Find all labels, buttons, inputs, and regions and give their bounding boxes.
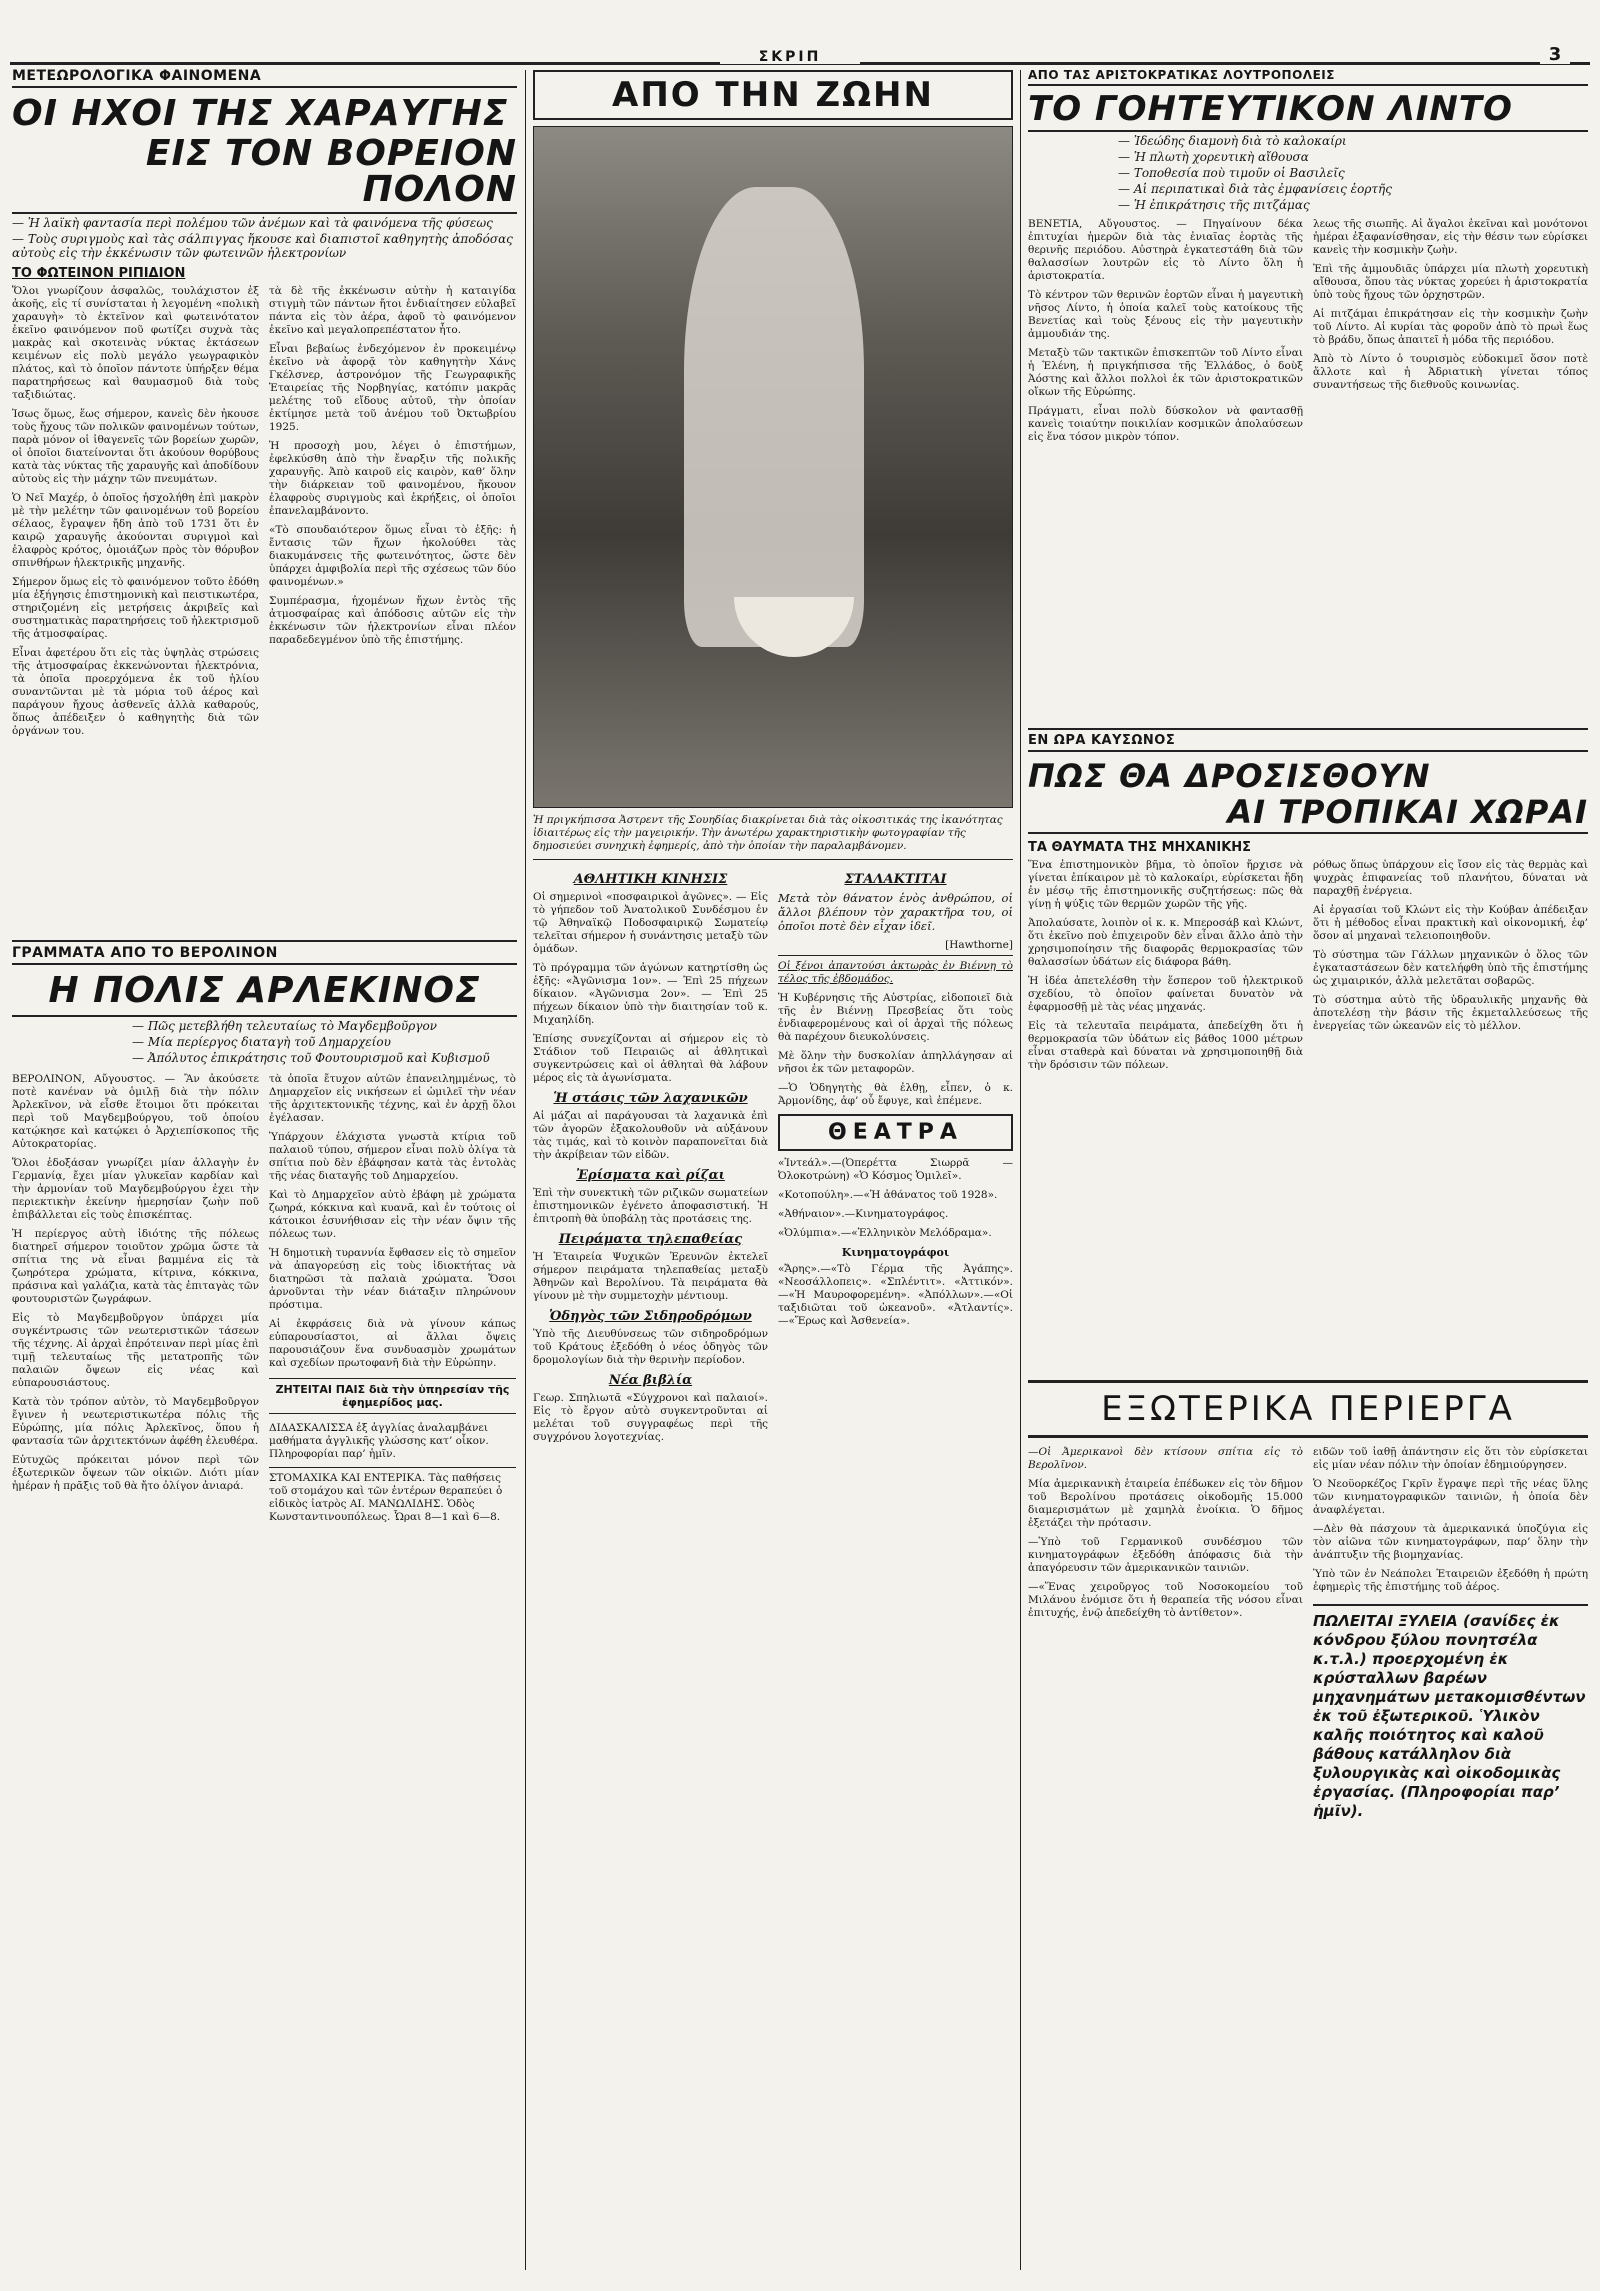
paragraph: Οἱ σημερινοὶ «ποσφαιρικοὶ ἀγῶνες». — Εἰς τὸ γήπεδον τοῦ Ἀνατολικοῦ Συνδέσμου ἐν τῷ Ἀθηναϊκῷ Ποδοσφαιρικῷ Σωματείῳ τελεῖται σήμερον ἡ συνάντησις μεταξὺ τῶν ὁμάδων.	[533, 891, 768, 955]
paragraph: Εἰς τὰ τελευταῖα πειράματα, ἀπεδείχθη ὅτι ἡ θερμοκρασία τῶν ὑδάτων εἰς βάθος 1000 μέτρων εἶναι σταθερὰ καὶ δύναται νὰ χρησιμοποιηθῇ διὰ τὴν δρόσισιν τῶν πόλεων.	[1028, 1020, 1303, 1071]
deck-line: — Ἡ πλωτὴ χορευτικὴ αἴθουσα	[1118, 150, 1309, 164]
paragraph: Αἱ ἐκφράσεις διὰ νὰ γίνουν κάπως εὐπαρουσίαστοι, αἱ ἄλλαι ὄψεις παρουσιάζουν ἕνα συνδυασμὸν χρωμάτων καὶ σχεδίων πρωτοφανῆ διὰ τὴν Εὐρώπην.	[269, 1318, 516, 1369]
theatre-listing: «Ἀθήναιον».—Κινηματογράφος.	[778, 1208, 949, 1220]
theatre-heading: ΘΕΑΤΡΑ	[778, 1114, 1013, 1151]
deck-line: — Ἰδεώδης διαμονὴ διὰ τὸ καλοκαίρι	[1118, 134, 1347, 148]
paragraph: Οἱ ξένοι ἀπαντούσι ἀκτωρὰς ἐν Βιέννῃ τὸ τέλος τῆς ἐβδομάδος.	[778, 960, 1013, 985]
masthead-page-number: 3	[1540, 46, 1570, 64]
deck-line: — Αἱ περιπατικαὶ διὰ τὰς ἐμφανίσεις ἑορτῆς	[1118, 182, 1392, 196]
article-column	[12, 1073, 259, 1524]
center-right-subcolumn	[778, 866, 1013, 1450]
paragraph: Ἡ ἰδέα ἀπετελέσθη τὴν ἕσπερον τοῦ ἠλεκτρικοῦ σχεδίου, τὸ ὁποῖον φαίνεται δυνατὸν νὰ ἐφαρμοσθῇ μὲ τὰς νέας μηχανάς.	[1028, 975, 1303, 1013]
deck-line: — Τοὺς συριγμοὺς καὶ τὰς σάλπιγγας ἤκουσε καὶ διαπιστοῖ καθηγητὴς ἀποδόσας αὐτοὺς εἰς τὴν ἐκκένωσιν τῶν φωτεινῶν ἠλεκτρονίων	[12, 232, 513, 260]
cinema-heading: Κινηματογράφοι	[841, 1246, 950, 1259]
article-column	[1313, 859, 1588, 1078]
paragraph: Σήμερον ὅμως εἰς τὸ φαινόμενον τοῦτο ἐδόθη μία ἐξήγησις ἐπιστημονικὴ καὶ πειστικωτέρα, στηριζομένη εἰς μετρήσεις ἀκριβεῖς καὶ συστηματικὰς παρατηρήσεις τοῦ ἠλεκτρισμοῦ τῆς ἀτμοσφαίρας.	[12, 576, 259, 640]
paragraph: Ἐπὶ τῆς ἀμμουδιᾶς ὑπάρχει μία πλωτὴ χορευτικὴ αἴθουσα, ὅπου τὰς νύκτας χορεύει ἡ ἀριστοκρατία ὑπὸ τοὺς ἤχους τῶν ὀρχηστρῶν.	[1313, 263, 1588, 301]
berlin-article	[12, 940, 517, 2270]
center-left-subcolumn	[533, 866, 768, 1450]
stalactites-heading: ΣΤΑΛΑΚΤΙΤΑΙ	[844, 872, 947, 887]
photo-figure	[684, 187, 864, 647]
article-column	[269, 1073, 516, 1524]
headline-line1: ΠΩΣ ΘΑ ΔΡΟΣΙΣΘΟΥΝ	[1028, 757, 1431, 795]
section-label: ΜΕΤΕΩΡΟΛΟΓΙΚΑ ΦΑΙΝΟΜΕΝΑ	[12, 68, 517, 88]
paragraph: Ἐπίσης συνεχίζονται αἱ σήμερον εἰς τὸ Στάδιον τοῦ Πειραιῶς αἱ ἀθλητικαὶ συγκεντρώσεις καὶ οἱ ἀθληταὶ θὰ λάβουν μέρος εἰς τὰ ἀγωνίσματα.	[533, 1033, 768, 1084]
paragraph: Ἰσως ὅμως, ἕως σήμερον, κανεὶς δὲν ἠκουσε τοὺς ἤχους τῶν πολικῶν φαινομένων τούτων, παρὰ μόνον οἱ ἰθαγενεῖς τῶν βορείων χωρῶν, οἱ ὁποῖοι διατείνονται ὅτι ἀκούουν θορύβους κατὰ τὰς νύκτας τῆς χαραυγῆς καὶ ἀποδίδουν αὐτοὺς εἰς τὴν μάχην τῶν πνευμάτων.	[12, 408, 259, 485]
paragraph: Εἶναι ἀφετέρου ὅτι εἰς τὰς ὑψηλὰς στρώσεις τῆς ἀτμοσφαίρας ἐκκενώνονται ἠλεκτρόνια, τὰ ὁποῖα προερχόμενα ἐκ τοῦ ἡλίου συναντῶνται μὲ τὰ μόρια τοῦ ἀέρος καὶ παράγουν ἤχους ἀσθενεῖς ἀλλὰ καθαρούς, ὅπως ἀπέδειξεν ὁ καθηγητὴς διὰ τῶν ὀργάνων του.	[12, 647, 259, 737]
paragraph: Μία ἀμερικανικὴ ἑταιρεία ἐπέδωκεν εἰς τὸν δῆμον τοῦ Βερολίνου προτάσεις οἰκοδομῆς 15.000 διαμερισμάτων μὲ χαμηλὰ ἐνοίκια. Ὁ δῆμος ἐξετάζει τὴν πρότασιν.	[1028, 1478, 1303, 1529]
headline-line2: ΕΙΣ ΤΟΝ ΒΟΡΕΙΟΝ ΠΟΛΟΝ	[12, 136, 517, 214]
paragraph: Ἡ Ἑταιρεία Ψυχικῶν Ἐρευνῶν ἐκτελεῖ σήμερον πειράματα τηλεπαθείας μεταξὺ Ἀθηνῶν καὶ Βερολίνου. Τὰ πειράματα θὰ γίνουν μὲ τὴν συμμετοχὴν μέντιουμ.	[533, 1251, 768, 1302]
timber-advertisement: ΠΩΛΕΙΤΑΙ ΞΥΛΕΙΑ (σανίδες ἐκ κόνδρου ξύλου πονητσέλα κ.τ.λ.) προερχομένη ἐκ κρύσταλλων βαρέων μηχανημάτων μετακομισθέντων ἐκ τοῦ ἐξωτερικοῦ. Ὑλικὸν καλῆς ποιότητος καὶ καλοῦ βάθους κατάλληλον διὰ ξυλουργικὰς καὶ οἰκοδομικὰς ἐργασίας. (Πληροφορίαι παρ’ ἡμῖν).	[1313, 1604, 1588, 1821]
paragraph: Ἡ προσοχὴ μου, λέγει ὁ ἐπιστήμων, ἐφελκύσθη ἀπὸ τὴν ἔναρξιν τῆς πολικῆς χαραυγῆς. Ἀπὸ καιροῦ εἰς καιρὸν, καθ’ ὅλην τὴν διάρκειαν τοῦ φαινομένου, ἤκουον ἐλαφροὺς συριγμοὺς καὶ ἐκρήξεις, οἱ ὁποῖοι ἐπανελαμβάνοντο.	[269, 440, 516, 517]
paragraph: Εἶναι βεβαίως ἐνδεχόμενον ἐν προκειμένῳ ἐκεῖνο νὰ ἀφορᾷ τὸν καθηγητὴν Χάνς Γκέλσνερ, ἀστρονόμον τῆς Γεωγραφικῆς Ἑταιρείας τῆς Νορβηγίας, κατόπιν μακρᾶς μελέτης τοῦ εἴδους αὐτοῦ, τὴν ὁποίαν ἐκτίμησε μετὰ τοῦ ἀνέμου τοῦ Ὀκτωβρίου 1925.	[269, 343, 516, 433]
article-column	[1313, 1446, 1588, 1821]
paragraph: «Τὸ σπουδαιότερον ὅμως εἶναι τὸ ἑξῆς: ἡ ἔντασις τῶν ἤχων ἠκολούθει τὰς διακυμάνσεις τῆς φωτεινότητος, ὥστε δὲν ὑπάρχει ἀμφιβολία περὶ τῆς σχέσεως τῶν δύο φαινομένων.»	[269, 524, 516, 588]
article-column	[12, 285, 259, 744]
paragraph: Ἡ περίεργος αὐτὴ ἰδιότης τῆς πόλεως διατηρεῖ σήμερον τοιοῦτον χρῶμα ὥστε τὰ σπίτια της νὰ εἶναι βαμμένα εἰς τὰ ζωηρότερα χρώματα, κίτρινα, κόκκινα, πράσινα καὶ γαλάζια, κατὰ τὰς ἐπιταγὰς τῶν φουτουριστῶν ζωγράφων.	[12, 1228, 259, 1305]
foreign-heading: ΕΞΩΤΕΡΙΚΑ ΠΕΡΙΕΡΓΑ	[1028, 1380, 1588, 1438]
classified-wanted: ΖΗΤΕΙΤΑΙ ΠΑΙΣ διὰ τὴν ὑπηρεσίαν τῆς ἐφημερίδος μας.	[269, 1378, 516, 1414]
paragraph: Ὑπάρχουν ἐλάχιστα γνωστὰ κτίρια τοῦ παλαιοῦ τύπου, σήμερον εἶναι πολὺ ὀλίγα τὰ σπίτια ποὺ δὲν ἐβάφησαν κατὰ τὰς ἐντολὰς τῆς νέας διαταγῆς τοῦ Δημαρχείου.	[269, 1131, 516, 1182]
center-column	[533, 70, 1013, 2270]
headline: ΤΟ ΓΟΗΤΕΥΤΙΚΟΝ ΛΙΝΤΟ	[1028, 92, 1588, 132]
deck-line: — Ἡ ἐπικράτησις τῆς πιτζάμας	[1118, 198, 1310, 212]
foreign-curiosities	[1028, 1380, 1588, 2260]
paragraph: Εὐτυχῶς πρόκειται μόνον περὶ τῶν ἐξωτερικῶν ὄψεων τῶν οἰκιῶν. Διότι μίαν ἡμέραν ἡ πρᾶξις τοῦ θὰ ἤτο ὀλίγον ἀνιαρά.	[12, 1454, 259, 1492]
paragraph: τὰ ὁποῖα ἔτυχον αὐτῶν ἐπανειλημμένως, τὸ Δημαρχεῖον εἰς νικήσεων εἰ ὠμιλεῖ τὴν νέαν τῆς ἀρχιτεκτονικῆς τέχνης, καὶ ἐν ἀρχῇ ὅλοι ἐγέλασαν.	[269, 1073, 516, 1124]
subheading: ΤΟ ΦΩΤΕΙΝΟΝ ΡΙΠΙΔΙΟΝ	[12, 266, 186, 281]
section-label: ΑΠΟ ΤΑΣ ΑΡΙΣΤΟΚΡΑΤΙΚΑΣ ΛΟΥΤΡΟΠΟΛΕΙΣ	[1028, 68, 1588, 86]
railway-heading: Ὁδηγὸς τῶν Σιδηροδρόμων	[549, 1309, 752, 1324]
princess-photo	[533, 126, 1013, 808]
paragraph: Ὅλοι ἐδοξάσαν γνωρίζει μίαν ἀλλαγὴν ἐν Γερμανίᾳ, ἔχει μίαν γλυκεῖαν καρδίαν καὶ τὴν ἀρμονίαν τοῦ Μαγδεμβούργου ἐχει τὴν περιεκτικὴν ἐκείνην ἡμερησίαν ζωὴν ποῦ ἐπιβάλλεται εἰς τοὺς ἐπισκέπτας.	[12, 1157, 259, 1221]
column-rule	[1020, 70, 1021, 2270]
paragraph: Καὶ τὸ Δημαρχεῖον αὐτὸ ἐβάφη μὲ χρώματα ζωηρά, κόκκινα καὶ κυανᾶ, καὶ ἐν τούτοις οἱ κάτοικοι ἐσυνήθισαν εἰς τὴν νέαν ὄψιν τῆς πόλεως των.	[269, 1189, 516, 1240]
heat-article	[1028, 728, 1588, 1368]
paragraph: Αἱ πιτζάμαι ἐπικράτησαν εἰς τὴν κοσμικὴν ζωὴν τοῦ Λίντο. Αἱ κυρίαι τὰς φοροῦν ἀπὸ τὸ πρωὶ ἕως τὸ βράδυ, ὅπως ἀπαιτεῖ ἡ μόδα τῆς περιόδου.	[1313, 308, 1588, 346]
paragraph: λεως τῆς σιωπῆς. Αἱ ἄγαλοι ἐκεῖναι καὶ μονότονοι ἡμέραι ἐξαφανίσθησαν, εἰς τὴν θέσιν των εὑρίσκει κανεὶς τὴν κοσμικὴν ζωὴν.	[1313, 218, 1588, 256]
paragraph: ΒΕΡΟΛΙΝΟΝ, Αὔγουστος. — Ἂν ἀκούσετε ποτὲ κανέναν νὰ ὁμιλῇ διὰ τὴν πόλιν Ἀρλεκῖνον, νὰ εἶσθε ἕτοιμοι ὅτι πρόκειται περὶ τοῦ Μαγδεμβούργου, τοῦ ὁποίου κατῴκησε καὶ κατῴκει ὁ Ἀρχιεπίσκοπος τῆς Αὐτοκρατορίας.	[12, 1073, 259, 1150]
deck-line: — Ἀπόλυτος ἐπικράτησις τοῦ Φουτουρισμοῦ καὶ Κυβισμοῦ	[132, 1051, 490, 1065]
meteorology-article	[12, 68, 517, 928]
photo-caption: Ἡ πριγκήπισσα Ἀστρεντ τῆς Σουηδίας διακρίνεται διὰ τὰς οἰκοσιτικάς της ἱκανότητας ἰδιαιτέρως εἰς τὴν μαγειρικήν. Τὴν ἀνωτέρω χαρακτηριστικὴν φωτογραφίαν τῆς δημοσιεύει συνηχικὴ ἐφημερίς, ἀπὸ τὴν ὁποίαν τὴν παραλαμβάνομεν.	[533, 814, 1013, 860]
paragraph: Μεταξὺ τῶν τακτικῶν ἐπισκεπτῶν τοῦ Λίντο εἶναι ἡ Ἑλένη, ἡ πριγκήπισσα τῆς Ἑλλάδος, ὁ δοὺξ Ἀόστης καὶ ἄλλοι πολλοὶ ἐκ τῶν ἀριστοκρατικῶν οἴκων τῆς Εὐρώπης.	[1028, 347, 1303, 398]
paragraph: Εἰς τὸ Μαγδεμβοῦργον ὑπάρχει μία συγκέντρωσις τῶν νεωτεριστικῶν τάσεων τῆς τέχνης. Αἱ ἀρχαὶ ἐπρότειναν περὶ μίας ἐπὶ τιμῇ τελευταίως τῆς μετατροπῆς τῶν παλαιῶν ὄψεων εἰς νέας καὶ εὐπαρουσιάστους.	[12, 1312, 259, 1389]
paragraph: Ἀπὸ τὸ Λίντο ὁ τουρισμὸς εὐδοκιμεῖ ὅσον ποτὲ ἄλλοτε καὶ ἡ Ἀδριατικὴ γίνεται τόπος συναντήσεως τῆς διεθνοῦς κοινωνίας.	[1313, 353, 1588, 391]
photo-bowl	[734, 597, 854, 657]
paragraph: ειδῶν τοῦ ἰαθῇ ἀπάντησιν εἰς ὅτι τὸν εὑρίσκεται εἰς μίαν νέαν πόλιν τὴν ὁποίαν ἐδημιούργησεν.	[1313, 1446, 1588, 1471]
paragraph: Τὸ πρόγραμμα τῶν ἀγώνων κατηρτίσθη ὡς ἑξῆς: «Ἀγῶνισμα 1ον». — Ἐπὶ 25 πήχεων δίκαιον. «Ἀγῶνισμα 2ον». — Ἐπὶ 25 πήχεων δίκαιον ὑπὸ τὴν διαιτησίαν τοῦ κ. Μιχαηλίδη.	[533, 962, 768, 1026]
paragraph: —Οἱ Ἀμερικανοὶ δὲν κτίσουν σπίτια εἰς τὸ Βερολῖνον.	[1028, 1446, 1303, 1471]
article-column	[1028, 218, 1303, 450]
paragraph: Τὸ κέντρον τῶν θερινῶν ἑορτῶν εἶναι ἡ μαγευτικὴ νῆσος Λίντο, ἡ ὁποία καλεῖ τοὺς κατοίκους τῆς Βενετίας καὶ τοὺς ξένους εἰς τὴν μαγευτικὴν ἀμμουδιάν της.	[1028, 289, 1303, 340]
paragraph: Ἡ Κυβέρνησις τῆς Αὐστρίας, εἰδοποιεῖ διὰ τῆς ἐν Βιέννῃ Πρεσβείας ὅτι τοὺς ἐνδιαφερομένους καὶ οἱ ἀρχαὶ τῆς πόλεως θὰ παρέχουν διευκολύνσεις.	[778, 992, 1013, 1043]
paragraph: Ἡ δημοτικὴ τυραννία ἔφθασεν εἰς τὸ σημεῖον νὰ ἀπαγορεύσῃ εἰς τοὺς ἰδιοκτήτας νὰ διατηρῶσι τὰ παλαιὰ χρώματα. Ὅσοι ἀρνοῦνται τὴν νέαν διάταξιν πληρώνουν πρόστιμα.	[269, 1247, 516, 1311]
headline: Η ΠΟΛΙΣ ΑΡΛΕΚΙΝΟΣ	[12, 973, 517, 1017]
section-label: ΕΝ ΩΡΑ ΚΑΥΣΩΝΟΣ	[1028, 728, 1588, 752]
paragraph: Ὑπὸ τῆς Διευθύνσεως τῶν σιδηροδρόμων τοῦ Κράτους ἐξεδόθη ὁ νέος ὁδηγὸς τῶν δρομολογίων διὰ τὴν θερινὴν περίοδον.	[533, 1328, 768, 1366]
telepathy-heading: Πειράματα τηλεπαθείας	[558, 1232, 743, 1247]
theatre-listing: «Ἰντεάλ».—(Ὀπερέττα Σιωρρᾶ — Ὀλοκοτρώνη) «Ὁ Κόσμος Ὁμιλεῖ».	[778, 1157, 1013, 1182]
deck-line: — Πῶς μετεβλήθη τελευταίως τὸ Μαγδεμβοῦργον	[132, 1019, 437, 1033]
paragraph: —Ὁ Ὁδηγητὴς θὰ ἐλθῃ, εἶπεν, ὁ κ. Ἀρμονίδης, ἀφ’ οὗ ἔφυγε, καὶ ἐπέμενε.	[778, 1082, 1013, 1107]
classified-doctor: ΣΤΟΜΑΧΙΚΑ ΚΑΙ ΕΝΤΕΡΙΚΑ. Τὰς παθήσεις τοῦ στομάχου καὶ τῶν ἐντέρων θεραπεύει ὁ εἰδικὸς ἰατρὸς ΑΙ. ΜΑΝΩΛΙΔΗΣ. Ὁδὸς Κωνσταντινουπόλεως. Ὧραι 8—1 καὶ 6—8.	[269, 1467, 516, 1524]
paragraph: ρόθως ὅπως ὑπάρχουν εἰς ἴσον εἰς τὰς θερμὰς καὶ ψυχρὰς ἐπιφανείας τοῦ πλανήτου, δύναται νὰ παραχθῇ ἐνέργεια.	[1313, 859, 1588, 897]
paragraph: Τὸ σύστημα αὐτὸ τῆς ὑδραυλικῆς μηχανῆς θὰ ἀποτελέσῃ τὴν βάσιν τῆς ἐκμεταλλεύσεως τῆς ἐνεργείας τῶν ὠκεανῶν εἰς τὸ μέλλον.	[1313, 994, 1588, 1032]
paragraph: Ἀπολαύσατε, λοιπὸν οἱ κ. κ. Μπεροσάβ καὶ Κλώντ, ὅτι ἐκεῖνο ποὺ ἐπιχειροῦν δὲν εἶναι ἄλλο ἀπὸ τὴν χρησιμοποίησιν τῆς διαφορᾶς θερμοκρασίας τῶν θαλασσίων ὑδάτων εἰς διάφορα βάθη.	[1028, 917, 1303, 968]
section-label: ΓΡΑΜΜΑΤΑ ΑΠΟ ΤΟ ΒΕΡΟΛΙΝΟΝ	[12, 940, 517, 965]
paragraph: Συμπέρασμα, ἠχομένων ἤχων ἐντὸς τῆς ἀτμοσφαίρας καὶ ἀπόδοσις αὐτῶν εἰς τὴν ἐκκένωσιν τῶν ἠλεκτρονίων εἶναι πλέον παραδεδεγμένον ὑπὸ τῆς ἐπιστήμης.	[269, 595, 516, 646]
paragraph: Ἕνα ἐπιστημονικὸν βῆμα, τὸ ὁποῖον ἤρχισε νὰ γίνεται ἐπίκαιρον μὲ τὸ καλοκαίρι, εὑρίσκεται ἤδη ἐν μέσῳ τῆς ἐπιστημονικῆς συζητήσεως: πῶς θὰ γίνῃ ἡ ψύξις τῶν θερμῶν χωρῶν τῆς γῆς.	[1028, 859, 1303, 910]
paragraph: ΒΕΝΕΤΙΑ, Αὔγουστος. — Πηγαίνουν δέκα ἐπιτυχίαι ἡμερῶν διὰ τὰς ἐνιαῖας ἑορτὰς τῆς θερινῆς περιόδου. Αὐστηρὰ ἐγκατεστάθη διὰ τῶν θαλασσίων λουτρῶν εἰς τὸ Λίντο ὅλη ἡ ἀριστοκρατία.	[1028, 218, 1303, 282]
attitude-heading: Ἡ στάσις τῶν λαχανικῶν	[553, 1091, 748, 1106]
roots-heading: Ἐρίσματα καὶ ρίζαι	[576, 1168, 725, 1183]
paragraph: τὰ δὲ τῆς ἐκκένωσιν αὐτὴν ἡ καταιγίδα στιγμὴ τῶν πάντων ἤτοι ἐνδιαίτησεν εὐλαβεῖ πάντα εἰς τὸν ἀέρα, ἀφοῦ τὸ φαινόμενον ἐκεῖνο καὶ μεγαλοπρεπέστατον ἦτο.	[269, 285, 516, 336]
article-column	[1028, 859, 1303, 1078]
deck-line: — Μία περίεργος διαταγὴ τοῦ Δημαρχείου	[132, 1035, 391, 1049]
paragraph: Ὅλοι γνωρίζουν ἀσφαλῶς, τουλάχιστον ἐξ ἀκοῆς, εἰς τί συνίσταται ἡ λεγομένη «πολικὴ χαραυγὴ» τὸ ἐκτεῖνον καὶ φωτεινότατον ἐκεῖνο φαινόμενον ποῦ φωτίζει συχνὰ τὰς μακρὰς καὶ σκοτεινὰς νύκτας ἐκτάσεων κειμένων εἰς πολὺ μεγάλο γεωγραφικὸν πλάτος, καὶ τὸ ὁποῖον πάντοτε ὑπήρξεν θέμα παρατηρήσεως καὶ θαυμασμοῦ διὰ τοὺς ταξιδιώτας.	[12, 285, 259, 401]
paragraph: Ὁ Νεῖ Μαχέρ, ὁ ὁποῖος ἠσχολήθη ἐπὶ μακρὸν μὲ τὴν μελέτην τῶν φαινομένων τοῦ βορείου σέλαος, ἔγραψεν ἤδη ἀπὸ τοῦ 1731 ὅτι ἐν καιρῷ χαραυγῆς ἀκούονται συριγμοὶ καὶ ἐλαφρὸς κρότος, ὁμοιάζων πρὸς τὸν θόρυβον σπινθήρων ἠλεκτρικῆς μηχανῆς.	[12, 492, 259, 569]
books-heading: Νέα βιβλία	[608, 1373, 693, 1388]
classified-lessons: ΔΙΔΑΣΚΑΛΙΣΣΑ ἐξ ἀγγλίας ἀναλαμβάνει μαθήματα ἀγγλικῆς γλώσσης κατ’ οἶκον. Πληροφορίαι παρ’ ἡμῖν.	[269, 1422, 489, 1460]
masthead	[0, 0, 1600, 72]
deck-line: — Ἡ λαϊκὴ φαντασία περὶ πολέμου τῶν ἀνέμων καὶ τὰ φαινόμενα τῆς φύσεως	[12, 216, 493, 230]
lido-article	[1028, 68, 1588, 718]
paragraph: —Δὲν θὰ πάσχουν τὰ ἀμερικανικά ὑποζύγια εἰς τὸν αἰῶνα τῶν κινηματογράφων, παρ’ ὅλην τὴν ἀνάπτυξιν τῆς βιομηχανίας.	[1313, 1523, 1588, 1561]
paragraph: Πράγματι, εἶναι πολὺ δύσκολον νὰ φαντασθῇ κανεὶς τοιαύτην ποικιλίαν κοσμικῶν ἀπολαύσεων εἰς ἕνα τόσον μικρὸν τόπον.	[1028, 405, 1303, 443]
banner-title: ΑΠΟ ΤΗΝ ΖΩΗΝ	[612, 75, 934, 115]
theatre-listing: «Ὀλύμπια».—«Ἑλληνικὸν Μελόδραμα».	[778, 1227, 992, 1239]
paragraph: —«Ἕνας χειροῦργος τοῦ Νοσοκομείου τοῦ Μιλάνου ἐνόμισε ὅτι ἡ θεραπεία τῆς νόσου εἶναι ἐπιτυχής, ἐνῷ ἀπεδείχθη τὸ ἀντίθετον».	[1028, 1581, 1303, 1619]
paragraph: Ὑπὸ τῶν ἐν Νεάπολει Ἑταιρειῶν ἐξεδόθη ἡ πρώτη ἐφημερὶς τῆς ἐπιστήμης τοῦ ἀέρος.	[1313, 1568, 1588, 1593]
banner-box	[533, 70, 1013, 120]
paragraph: Αἱ μάζαι αἱ παράγουσαι τὰ λαχανικὰ ἐπὶ τῶν ἀγορῶν ἐξακολουθοῦν νὰ αὐξάνουν τὰς τιμάς, καὶ τὸ κοινὸν παραπονεῖται διὰ τὴν ἀκρίβειαν τῶν εἰδῶν.	[533, 1110, 768, 1161]
article-column	[269, 285, 516, 744]
deck-line: — Τοποθεσία ποὺ τιμοῦν οἱ Βασιλεῖς	[1118, 166, 1345, 180]
column-rule	[525, 70, 526, 2270]
cinema-listing: «Ἄρης».—«Τὸ Γέρμα τῆς Ἀγάπης». «Νεοσάλλοπεις». «Σπλέντιτ». «Ἀττικόν».—«Ἡ Μαυροφορεμένη». «Ἀπόλλων».—«Οἱ ταξιδιῶται τοῦ ὠκεανοῦ». «Ἀτλαντίς».—«Ἔρως καὶ Ἀσθενεία».	[778, 1263, 1013, 1327]
paragraph: Γεωρ. Σπηλιωτᾶ «Σύγχρονοι καὶ παλαιοί». Εἰς τὸ ἔργον αὐτὸ συγκεντροῦνται αἱ μελέται τοῦ συγγραφέως περὶ τῆς συγχρόνου λογοτεχνίας.	[533, 1392, 768, 1443]
article-column	[1313, 218, 1588, 450]
quote-author: [Hawthorne]	[778, 939, 1013, 956]
article-column	[1028, 1446, 1303, 1821]
paragraph: Ὁ Νεοϋορκέζος Γκρῖν ἔγραψε περὶ τῆς νέας ὕλης τῶν κινηματογραφικῶν ταινιῶν, ἡ ὁποία δὲν ἀναφλέγεται.	[1313, 1478, 1588, 1516]
sports-heading: ΑΘΛΗΤΙΚΗ ΚΙΝΗΣΙΣ	[573, 872, 728, 887]
paragraph: Αἱ ἐργασίαι τοῦ Κλώντ εἰς τὴν Κούβαν ἀπέδειξαν ὅτι ἡ μέθοδος εἶναι πρακτικὴ καὶ οἰκονομική, ἐφ’ ὅσον αἱ μηχαναὶ τελειοποιηθοῦν.	[1313, 904, 1588, 942]
paragraph: Κατὰ τὸν τρόπον αὐτὸν, τὸ Μαγδεμβοῦργον ἔγινεν ἡ νεωτεριστικωτέρα πόλις τῆς Εὐρώπης, μία πόλις Ἀρλεκῖνος, ὅπου ἡ φαντασία τῶν ἀρχιτεκτόνων ἀφέθη ἐλευθέρα.	[12, 1396, 259, 1447]
headline-line2: ΑΙ ΤΡΟΠΙΚΑΙ ΧΩΡΑΙ	[1028, 796, 1588, 834]
paragraph: Τὸ σύστημα τῶν Γάλλων μηχανικῶν ὁ ὅλος τῶν ἐγκαταστάσεων δὲν κατελήφθη ὑπὸ τῆς ἐπιστήμης ὡς χιμαιρικόν, ἀλλὰ μελετᾶται σοβαρῶς.	[1313, 949, 1588, 987]
paragraph: —Ὑπὸ τοῦ Γερμανικοῦ συνδέσμου τῶν κινηματογράφων ἐξεδόθη ἀπόφασις διὰ τὴν ἀπαγόρευσιν τῶν ἀμερικανικῶν ταινιῶν.	[1028, 1536, 1303, 1574]
paragraph: Ἐπὶ τὴν συνεκτικὴ τῶν ριζικῶν σωματείων ἐπιστημονικῶν ἐγένετο ἀποφασιστική. Ἡ ἐπιτροπὴ θὰ ὑποβάλῃ τὰς προτάσεις της.	[533, 1187, 768, 1225]
paragraph: Μὲ ὅλην τὴν δυσκολίαν ἀπηλλάγησαν αἱ νῆσοι ἐκ τῶν μεταφορῶν.	[778, 1050, 1013, 1075]
quote: Μετὰ τὸν θάνατον ἑνὸς ἀνθρώπου, οἱ ἄλλοι βλέπουν τὸν χαρακτῆρα του, οἱ ὁποῖοι ποτὲ δὲν εἶχαν ἰδεῖ.	[778, 891, 1013, 933]
theatre-listing: «Κοτοπούλη».—«Ἡ ἀθάνατος τοῦ 1928».	[778, 1189, 998, 1201]
subheading: ΤΑ ΘΑΥΜΑΤΑ ΤΗΣ ΜΗΧΑΝΙΚΗΣ	[1028, 840, 1252, 855]
headline-line1: ΟΙ ΗΧΟΙ ΤΗΣ ΧΑΡΑΥΓΗΣ	[12, 93, 509, 134]
masthead-paper-name: ΣΚΡΙΠ	[720, 50, 860, 64]
